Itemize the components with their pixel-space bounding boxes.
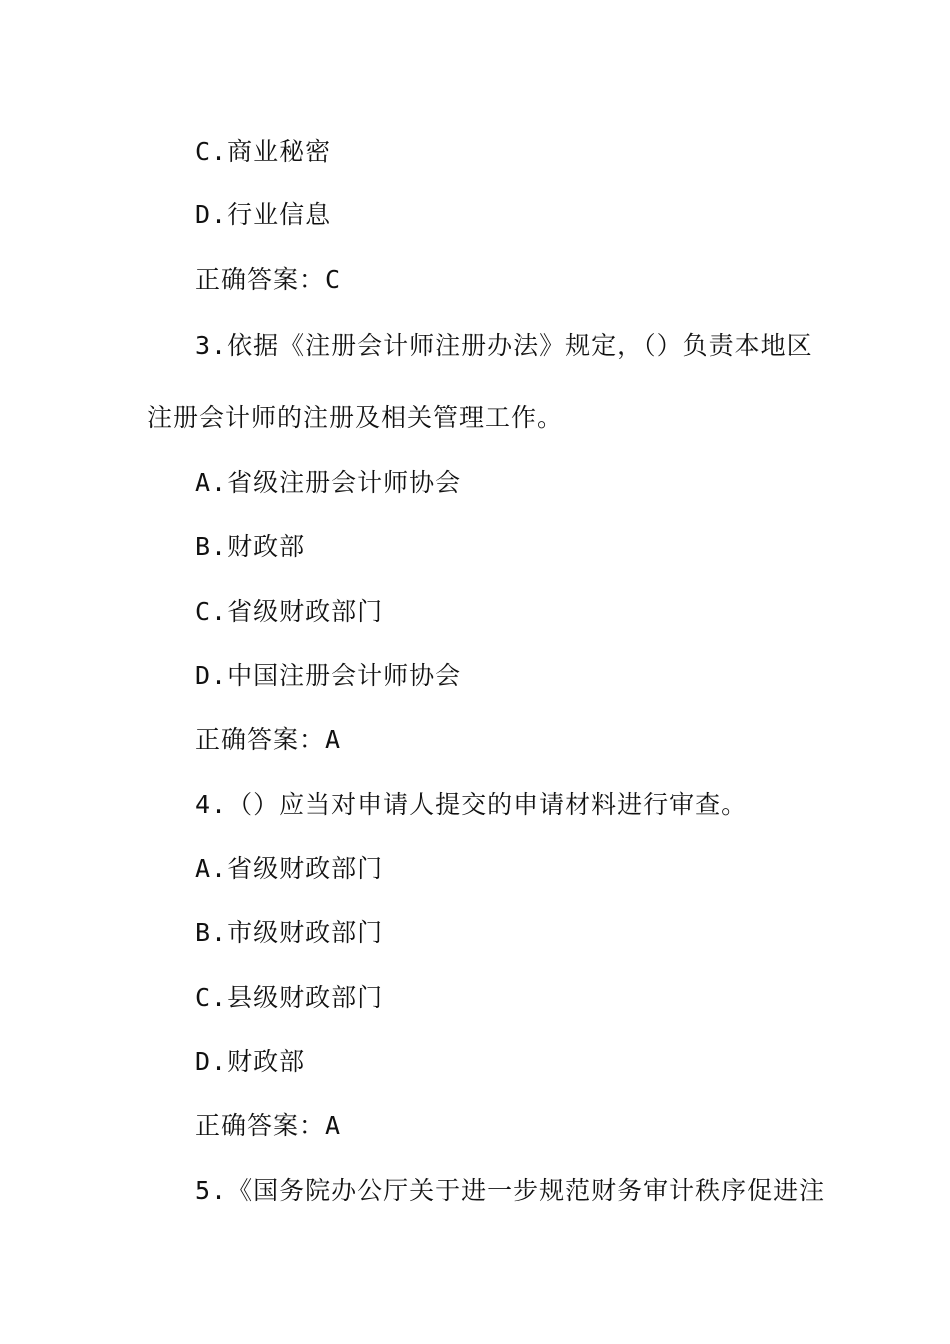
- q4-answer: 正确答案：A: [195, 1111, 342, 1140]
- q4-option-d: D.财政部: [195, 1047, 306, 1076]
- q4-stem: 4.（）应当对申请人提交的申请材料进行审查。: [195, 790, 748, 819]
- q4-option-c: C.县级财政部门: [195, 983, 384, 1012]
- q3-option-a: A.省级注册会计师协会: [195, 468, 462, 497]
- q3-answer: 正确答案：A: [195, 725, 342, 754]
- q3-option-c: C.省级财政部门: [195, 597, 384, 626]
- q3-option-d: D.中国注册会计师协会: [195, 661, 462, 690]
- q3-stem-line2: 注册会计师的注册及相关管理工作。: [147, 403, 564, 432]
- q3-option-b: B.财政部: [195, 532, 306, 561]
- q2-option-c: C.商业秘密: [195, 137, 332, 166]
- q5-stem-line1: 5.《国务院办公厅关于进一步规范财务审计秩序促进注: [195, 1176, 826, 1205]
- q2-option-d: D.行业信息: [195, 200, 332, 229]
- q4-option-b: B.市级财政部门: [195, 918, 384, 947]
- q3-stem-line1: 3.依据《注册会计师注册办法》规定，（）负责本地区: [195, 331, 813, 360]
- q4-option-a: A.省级财政部门: [195, 854, 384, 883]
- q2-answer: 正确答案：C: [195, 265, 342, 294]
